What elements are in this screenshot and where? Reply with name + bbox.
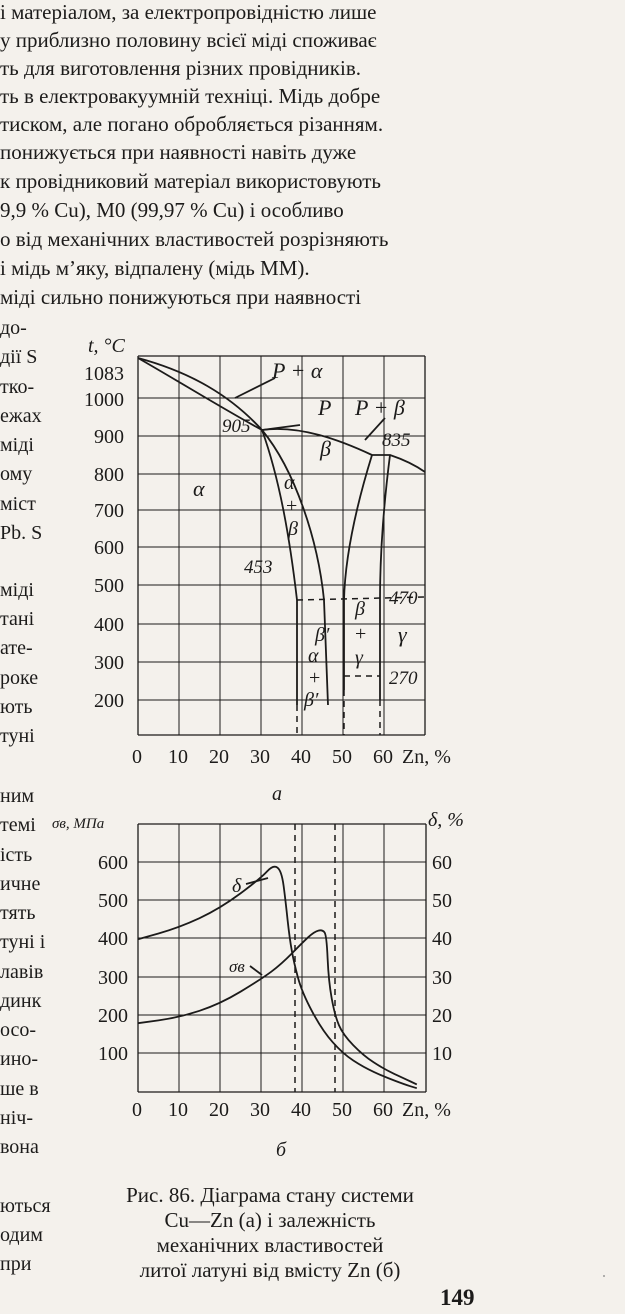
phase-diagram-labels <box>84 335 451 800</box>
phase-label: + <box>309 667 321 689</box>
text-fragment: ніч- <box>0 1107 33 1129</box>
phase-label: β <box>320 436 331 461</box>
properties-chart-grid <box>138 824 426 1092</box>
properties-chart <box>0 800 625 1170</box>
phase-label: α <box>193 476 205 501</box>
text-line: 9,9 % Cu), М0 (99,97 % Cu) і особливо <box>0 198 344 222</box>
y-axis-label: t, °C <box>88 335 125 357</box>
temperature-label: 270 <box>389 668 418 689</box>
phase-label: P + α <box>272 358 323 383</box>
y-right-axis-label: δ, % <box>428 809 464 831</box>
pointer-line <box>250 966 262 975</box>
text-line: о від механічних властивостей розрізняють <box>0 227 389 251</box>
y-tick: 500 <box>94 575 124 597</box>
text-line: ть для виготовлення різних провідників. <box>0 56 361 80</box>
text-fragment: ому <box>0 463 33 485</box>
text-fragment: ино- <box>0 1048 39 1070</box>
caption-line: литої латуні від вмісту Zn (б) <box>139 1258 401 1282</box>
y-left-tick: 200 <box>98 1005 128 1027</box>
text-fragment: темі <box>0 814 36 836</box>
x-tick: 40 <box>291 1099 311 1121</box>
text-fragment: ють <box>0 696 33 718</box>
text-line: ть в електровакуумній техніці. Мідь добре <box>0 84 381 108</box>
text-line: у приблизно половину всієї міді споживає <box>0 28 377 52</box>
y-left-tick: 300 <box>98 967 128 989</box>
x-tick: 50 <box>332 1099 352 1121</box>
caption-line: механічних властивостей <box>156 1233 384 1257</box>
text-fragment: туні і <box>0 931 46 953</box>
x-axis-unit: Zn, % <box>402 1099 451 1121</box>
figure-sublabel: б <box>276 1139 287 1161</box>
scan-speck <box>603 1275 605 1277</box>
x-tick: 30 <box>250 1099 270 1121</box>
pointer-line <box>246 878 268 884</box>
curve-label-delta: δ <box>232 875 242 897</box>
text-fragment: ним <box>0 785 35 807</box>
x-tick: 60 <box>373 746 393 768</box>
text-fragment: міді <box>0 434 34 456</box>
y-left-axis-label: σв, МПа <box>52 816 105 832</box>
x-tick: 20 <box>209 1099 229 1121</box>
y-right-tick: 40 <box>432 928 452 950</box>
phase-label: β <box>288 518 298 540</box>
text-fragment: тять <box>0 902 36 924</box>
y-tick: 300 <box>94 652 124 674</box>
text-fragment: ежах <box>0 405 42 427</box>
text-line: понижується при наявності навіть дуже <box>0 140 357 164</box>
temperature-label: 905 <box>222 416 251 437</box>
text-fragment: вона <box>0 1136 39 1158</box>
y-tick: 900 <box>94 426 124 448</box>
temperature-label: 470 <box>389 588 418 609</box>
phase-label: β <box>355 598 365 620</box>
text-fragment: одим <box>0 1224 43 1246</box>
x-tick: 0 <box>132 746 142 768</box>
text-fragment: ість <box>0 844 33 866</box>
y-right-tick: 60 <box>432 852 452 874</box>
text-fragment: динк <box>0 990 42 1012</box>
text-fragment: Pb. S <box>0 522 43 544</box>
phase-label: γ <box>398 622 407 647</box>
phase-label: β′ <box>315 624 330 646</box>
text-fragment: при <box>0 1253 32 1275</box>
y-tick: 1000 <box>84 389 124 411</box>
y-tick: 400 <box>94 614 124 636</box>
text-fragment: лавів <box>0 961 44 983</box>
sigma-curve <box>138 930 417 1084</box>
beta-gamma-right <box>380 455 390 700</box>
y-tick: 800 <box>94 464 124 486</box>
phase-label: γ <box>355 647 363 669</box>
text-fragment: туні <box>0 725 35 747</box>
y-tick: 600 <box>94 537 124 559</box>
x-tick: 60 <box>373 1099 393 1121</box>
phase-label: + <box>355 623 367 645</box>
x-tick: 20 <box>209 746 229 768</box>
text-line: тиском, але погано обробляється різанням. <box>0 112 384 136</box>
caption-line: Рис. 86. Діаграма стану системи <box>126 1183 414 1207</box>
text-fragment: міді <box>0 579 34 601</box>
phase-label: P + β <box>355 395 405 420</box>
text-fragment: міст <box>0 493 36 515</box>
y-right-tick: 30 <box>432 967 452 989</box>
y-right-tick: 20 <box>432 1005 452 1027</box>
y-tick: 700 <box>94 500 124 522</box>
temperature-label: 453 <box>244 557 273 578</box>
y-left-tick: 400 <box>98 928 128 950</box>
y-left-tick: 100 <box>98 1043 128 1065</box>
caption-line: Cu—Zn (а) і залежність <box>164 1208 376 1232</box>
temperature-label: 835 <box>382 430 411 451</box>
x-axis-unit: Zn, % <box>402 746 451 768</box>
text-fragment: осо- <box>0 1019 37 1041</box>
phase-label: P <box>318 395 332 420</box>
y-left-tick: 500 <box>98 890 128 912</box>
text-fragment: ються <box>0 1195 51 1217</box>
text-fragment: ичне <box>0 873 41 895</box>
text-fragment: тані <box>0 608 35 630</box>
x-tick: 0 <box>132 1099 142 1121</box>
x-tick: 40 <box>291 746 311 768</box>
curve-label-sigma: σв <box>229 957 245 976</box>
y-right-tick: 10 <box>432 1043 452 1065</box>
text-fragment: ате- <box>0 637 33 659</box>
text-line: к провідниковий матеріал використовують <box>0 169 381 193</box>
x-tick: 30 <box>250 746 270 768</box>
text-fragment: тко- <box>0 376 35 398</box>
text-line: і матеріалом, за електропровідністю лише <box>0 0 377 24</box>
text-line: міді сильно понижуються при наявності <box>0 285 362 309</box>
text-fragment: ше в <box>0 1078 39 1100</box>
phase-label: α <box>284 472 295 494</box>
text-fragment: роке <box>0 667 39 689</box>
x-tick: 50 <box>332 746 352 768</box>
y-right-tick: 50 <box>432 890 452 912</box>
y-left-tick: 600 <box>98 852 128 874</box>
x-tick: 10 <box>168 746 188 768</box>
page-number: 149 <box>440 1285 475 1310</box>
phase-label: + <box>286 495 298 517</box>
figure-sublabel: а <box>272 783 282 800</box>
text-fragment: до- <box>0 317 27 339</box>
x-tick: 10 <box>168 1099 188 1121</box>
y-tick: 1083 <box>84 363 124 385</box>
text-line: і мідь м’яку, відпалену (мідь ММ). <box>0 256 310 280</box>
pointer-line <box>235 378 275 398</box>
phase-label: β′ <box>304 689 319 711</box>
phase-label: α <box>308 645 319 667</box>
y-tick: 200 <box>94 690 124 712</box>
text-fragment: дії S <box>0 346 38 368</box>
